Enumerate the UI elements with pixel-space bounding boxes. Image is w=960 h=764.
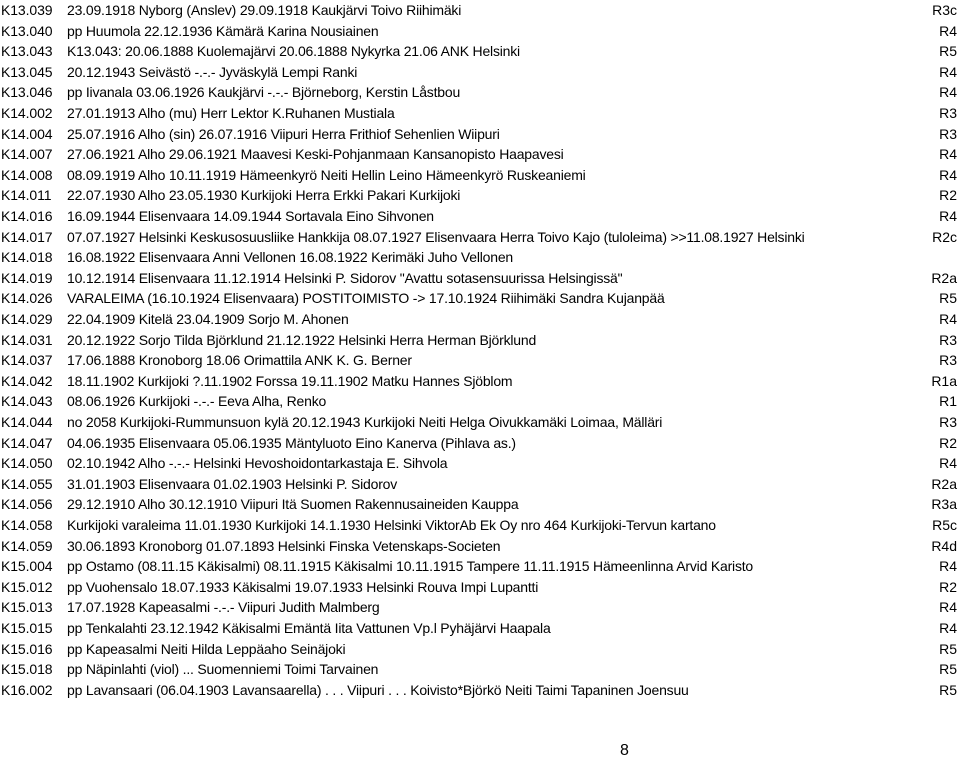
entry-code: K14.043 xyxy=(1,393,53,410)
entry-code: K13.046 xyxy=(1,84,53,101)
entry-code: K14.018 xyxy=(1,249,53,266)
entry-grade: R2 xyxy=(939,578,957,595)
list-item xyxy=(0,597,960,618)
list-item xyxy=(0,227,960,248)
list-item xyxy=(0,185,960,206)
entry-code: K14.017 xyxy=(1,228,53,245)
entry-grade: R4 xyxy=(939,146,957,163)
entry-grade: R3 xyxy=(939,125,957,142)
entry-grade: R1 xyxy=(939,393,957,410)
entry-text: 10.12.1914 Elisenvaara 11.12.1914 Helsinki P. Sidorov "Avattu sotasensuurissa Helsingissä" xyxy=(67,269,623,286)
entry-code: K14.055 xyxy=(1,475,53,492)
entry-code: K13.043 xyxy=(1,43,53,60)
entry-text: Kurkijoki varaleima 11.01.1930 Kurkijoki 14.1.1930 Helsinki ViktorAb Ek Oy nro 464 Kurkijoki-Tervun kartano xyxy=(67,517,716,533)
entry-text: 08.09.1919 Alho 10.11.1919 Hämeenkyrö Neiti Hellin Leino Hämeenkyrö Ruskeaniemi xyxy=(67,166,586,183)
entry-grade: R4 xyxy=(939,599,957,616)
entry-text: 31.01.1903 Elisenvaara 01.02.1903 Helsinki P. Sidorov xyxy=(67,475,398,492)
entry-code: K15.012 xyxy=(1,578,53,595)
entry-grade: R4 xyxy=(939,620,957,636)
entry-text: 22.04.1909 Kitelä 23.04.1909 Sorjo M. Ahonen xyxy=(67,311,349,327)
entry-grade: R2 xyxy=(939,187,957,204)
entry-code: K14.011 xyxy=(1,187,52,204)
entry-grade: R4 xyxy=(939,208,957,224)
entry-text: pp Lavansaari (06.04.1903 Lavansaarella) . . . Viipuri . . . Koivisto*Björkö Neiti Taimi Tapaninen Joensuu xyxy=(67,681,689,698)
entry-text: pp Iivanala 03.06.1926 Kaukjärvi -.-.- Björneborg, Kerstin Låstbou xyxy=(67,84,461,101)
list-item xyxy=(0,412,960,433)
entry-grade: R3 xyxy=(939,331,957,348)
entry-grade: R4 xyxy=(939,558,957,575)
entry-text: 17.07.1928 Kapeasalmi -.-.- Viipuri Judith Malmberg xyxy=(67,599,380,616)
entry-text: 20.12.1943 Seivästö -.-.- Jyväskylä Lempi Ranki xyxy=(67,63,358,80)
entry-grade: R5c xyxy=(932,517,957,533)
entry-text: 02.10.1942 Alho -.-.- Helsinki Hevoshoidontarkastaja E. Sihvola xyxy=(67,455,448,472)
list-item xyxy=(0,515,960,536)
entry-grade: R5 xyxy=(939,661,957,678)
entry-text: K13.043: 20.06.1888 Kuolemajärvi 20.06.1888 Nykyrka 21.06 ANK Helsinki xyxy=(67,43,520,60)
entry-code: K14.016 xyxy=(1,208,53,224)
entry-code: K14.029 xyxy=(1,311,53,327)
entry-grade: R3c xyxy=(932,2,957,18)
list-item xyxy=(0,494,960,515)
list-item xyxy=(0,41,960,62)
list-item xyxy=(0,62,960,83)
entry-text: pp Ostamo (08.11.15 Käkisalmi) 08.11.1915 Käkisalmi 10.11.1915 Tampere 11.11.1915 Hämeenlinna Arvid Karisto xyxy=(67,558,754,575)
entry-grade: R4 xyxy=(939,455,957,472)
list-item xyxy=(0,556,960,577)
entry-grade: R5 xyxy=(939,290,957,307)
entry-code: K14.004 xyxy=(1,125,53,142)
entry-code: K15.015 xyxy=(1,620,53,636)
entry-text: no 2058 Kurkijoki-Rummunsuon kylä 20.12.1943 Kurkijoki Neiti Helga Oivukkamäki Loimaa, Mälläri xyxy=(67,414,663,430)
entry-text: 20.12.1922 Sorjo Tilda Björklund 21.12.1922 Helsinki Herra Herman Björklund xyxy=(67,331,537,348)
entry-grade: R4 xyxy=(939,22,957,39)
entry-text: 30.06.1893 Kronoborg 01.07.1893 Helsinki Finska Vetenskaps-Societen xyxy=(67,537,501,554)
list-item xyxy=(0,680,960,701)
list-item xyxy=(0,165,960,186)
entry-grade: R4 xyxy=(939,63,957,80)
entry-code: K14.058 xyxy=(1,517,53,533)
entry-code: K14.026 xyxy=(1,290,53,307)
list-item xyxy=(0,639,960,660)
entry-text: 25.07.1916 Alho (sin) 26.07.1916 Viipuri Herra Frithiof Sehenlien Wiipuri xyxy=(67,125,500,142)
list-item xyxy=(0,124,960,145)
entry-text: pp Huumola 22.12.1936 Kämärä Karina Nousiainen xyxy=(67,22,379,39)
entry-text: 08.06.1926 Kurkijoki -.-.- Eeva Alha, Renko xyxy=(67,393,327,410)
entry-text: VARALEIMA (16.10.1924 Elisenvaara) POSTITOIMISTO -> 17.10.1924 Riihimäki Sandra Kujanpää xyxy=(67,290,665,307)
entry-grade: R3a xyxy=(931,496,957,513)
entry-code: K13.045 xyxy=(1,63,53,80)
entry-code: K14.042 xyxy=(1,372,53,389)
entry-code: K14.037 xyxy=(1,352,53,369)
list-item xyxy=(0,391,960,412)
list-item xyxy=(0,659,960,680)
list-item xyxy=(0,82,960,103)
list-item xyxy=(0,350,960,371)
entry-text: 22.07.1930 Alho 23.05.1930 Kurkijoki Herra Erkki Pakari Kurkijoki xyxy=(67,187,461,204)
list-item xyxy=(0,144,960,165)
entry-code: K14.031 xyxy=(1,331,53,348)
list-item xyxy=(0,103,960,124)
entry-grade: R5 xyxy=(939,681,957,698)
entry-text: pp Näpinlahti (viol) ... Suomenniemi Toimi Tarvainen xyxy=(67,661,379,678)
list-item xyxy=(0,206,960,227)
entry-text: 23.09.1918 Nyborg (Anslev) 29.09.1918 Kaukjärvi Toivo Riihimäki xyxy=(67,2,462,18)
entry-code: K14.056 xyxy=(1,496,53,513)
list-item xyxy=(0,474,960,495)
page-number: 8 xyxy=(620,742,629,759)
entry-grade: R4 xyxy=(939,166,957,183)
list-item xyxy=(0,0,960,21)
entry-grade: R2c xyxy=(932,228,957,245)
entry-grade: R1a xyxy=(931,372,957,389)
entry-code: K14.047 xyxy=(1,434,53,451)
entry-code: K14.002 xyxy=(1,105,53,121)
entry-code: K14.019 xyxy=(1,269,53,286)
entry-text: 27.06.1921 Alho 29.06.1921 Maavesi Keski-Pohjanmaan Kansanopisto Haapavesi xyxy=(67,146,564,163)
entry-text: 04.06.1935 Elisenvaara 05.06.1935 Mäntyluoto Eino Kanerva (Pihlava as.) xyxy=(67,434,516,451)
entry-text: pp Vuohensalo 18.07.1933 Käkisalmi 19.07.1933 Helsinki Rouva Impi Lupantti xyxy=(67,578,539,595)
entry-grade: R4 xyxy=(939,311,957,327)
entry-text: 27.01.1913 Alho (mu) Herr Lektor K.Ruhanen Mustiala xyxy=(67,105,395,121)
entry-code: K15.013 xyxy=(1,599,53,616)
entry-text: 16.08.1922 Elisenvaara Anni Vellonen 16.08.1922 Kerimäki Juho Vellonen xyxy=(67,249,514,266)
entry-text: 18.11.1902 Kurkijoki ?.11.1902 Forssa 19.11.1902 Matku Hannes Sjöblom xyxy=(67,372,513,389)
entry-text: 07.07.1927 Helsinki Keskusosuusliike Hankkija 08.07.1927 Elisenvaara Herra Toivo Kajo (tuloleima) >>11.08.1927 Helsinki xyxy=(67,228,805,245)
entry-code: K14.008 xyxy=(1,166,53,183)
entry-grade: R4d xyxy=(931,537,957,554)
list-item xyxy=(0,21,960,42)
entry-grade: R2a xyxy=(931,269,957,286)
entry-grade: R2a xyxy=(931,475,957,492)
list-item xyxy=(0,330,960,351)
list-item xyxy=(0,618,960,639)
list-item xyxy=(0,288,960,309)
list-item xyxy=(0,577,960,598)
list-item xyxy=(0,433,960,454)
entry-code: K15.016 xyxy=(1,640,53,657)
entry-text: pp Kapeasalmi Neiti Hilda Leppäaho Seinäjoki xyxy=(67,640,346,657)
list-item xyxy=(0,371,960,392)
entry-code: K15.018 xyxy=(1,661,53,678)
list-item xyxy=(0,247,960,268)
entry-grade: R5 xyxy=(939,640,957,657)
list-item xyxy=(0,453,960,474)
entry-grade: R3 xyxy=(939,352,957,369)
entry-grade: R3 xyxy=(939,414,957,430)
list-item xyxy=(0,268,960,289)
entry-grade: R2 xyxy=(939,434,957,451)
entry-text: 17.06.1888 Kronoborg 18.06 Orimattila ANK K. G. Berner xyxy=(67,352,412,369)
entry-code: K15.004 xyxy=(1,558,53,575)
entry-text: 16.09.1944 Elisenvaara 14.09.1944 Sortavala Eino Sihvonen xyxy=(67,208,434,224)
entry-grade: R3 xyxy=(939,105,957,121)
entry-code: K14.007 xyxy=(1,146,53,163)
entry-code: K14.059 xyxy=(1,537,53,554)
entry-text: 29.12.1910 Alho 30.12.1910 Viipuri Itä Suomen Rakennusaineiden Kauppa xyxy=(67,496,519,513)
list-item xyxy=(0,309,960,330)
entry-grade: R5 xyxy=(939,43,957,60)
list-item xyxy=(0,536,960,557)
entry-code: K14.050 xyxy=(1,455,53,472)
entry-grade: R4 xyxy=(939,84,957,101)
entry-code: K14.044 xyxy=(1,414,53,430)
entry-code: K16.002 xyxy=(1,681,53,698)
entry-text: pp Tenkalahti 23.12.1942 Käkisalmi Emäntä Iita Vattunen Vp.l Pyhäjärvi Haapala xyxy=(67,620,551,636)
entry-code: K13.040 xyxy=(1,22,53,39)
entry-code: K13.039 xyxy=(1,2,53,18)
